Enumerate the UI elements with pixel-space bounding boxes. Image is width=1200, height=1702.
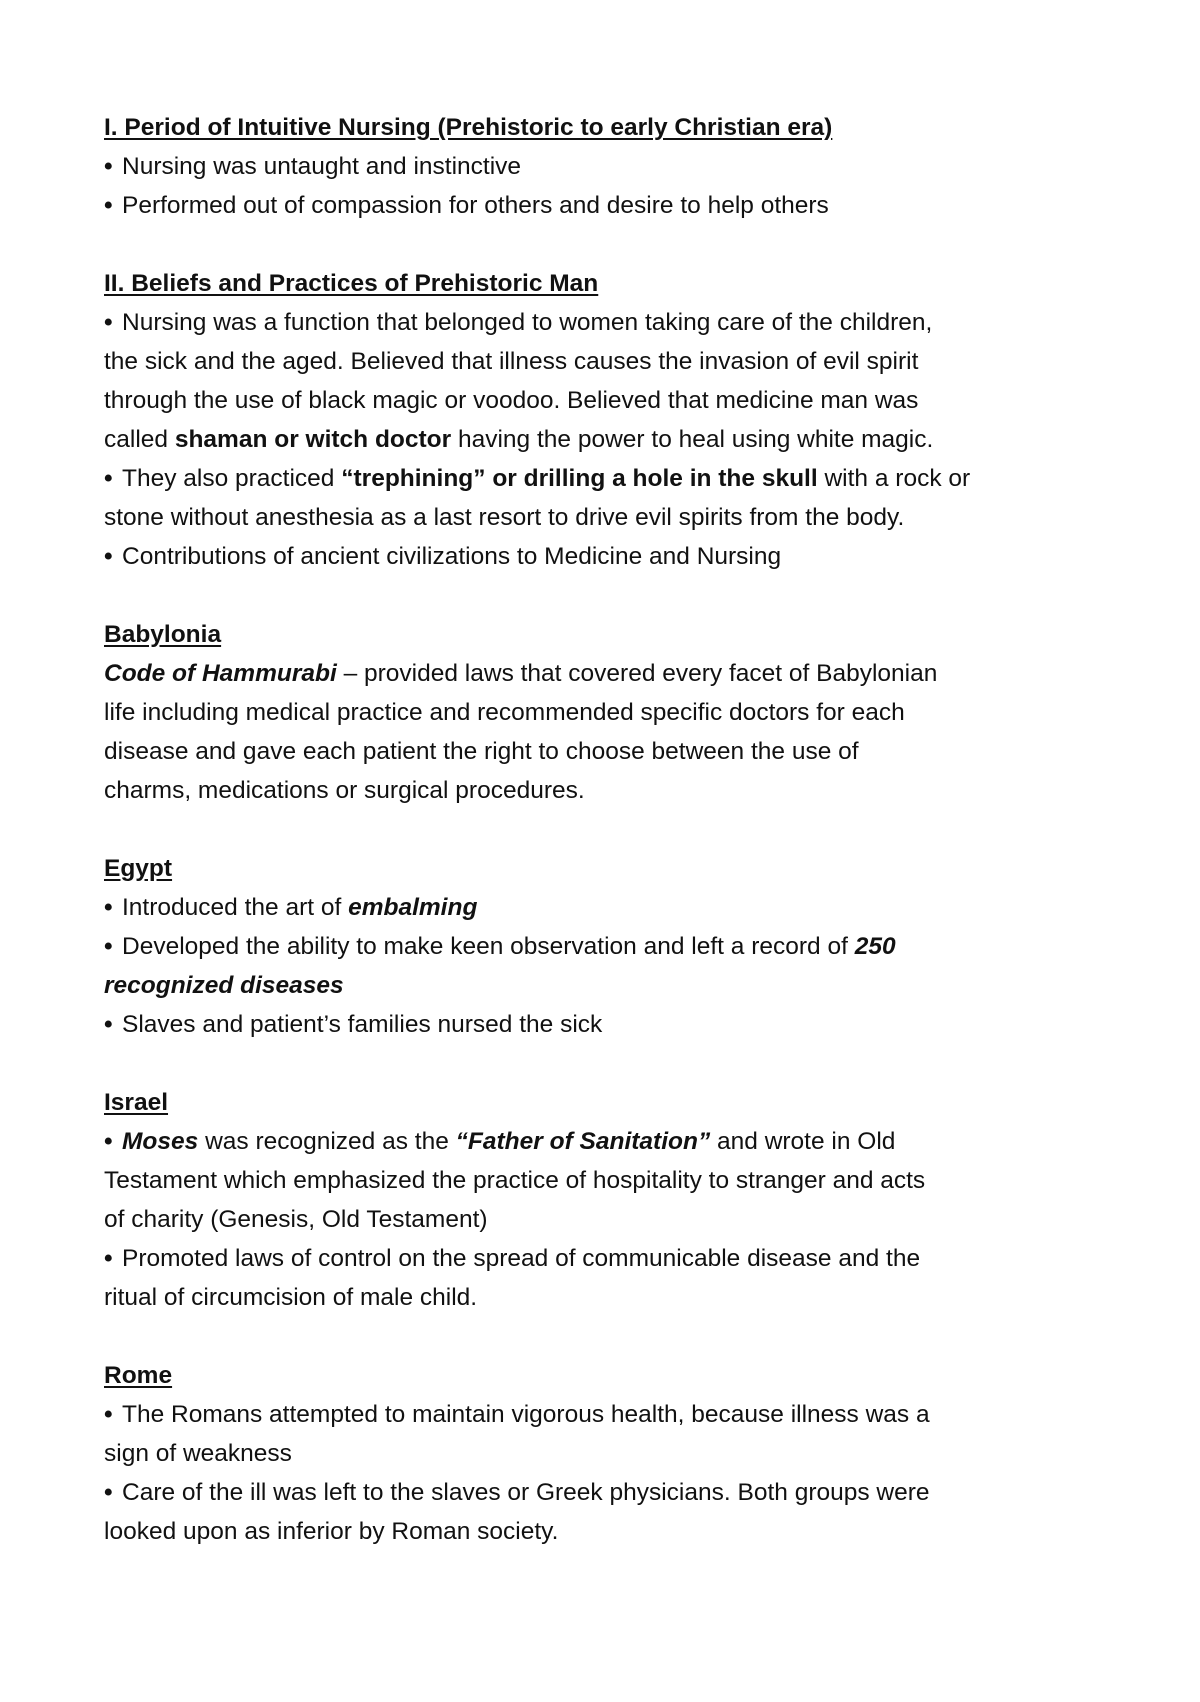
item-text: Care of the ill was left to the slaves or Greek physicians. Both groups were bbox=[122, 1479, 930, 1506]
list-item bbox=[104, 1122, 1124, 1161]
text-segment: Developed the ability to make keen observation and left a record of bbox=[122, 933, 855, 960]
item-text-continued: through the use of black magic or voodoo. Believed that medicine man was bbox=[104, 387, 919, 414]
item-text: Performed out of compassion for others and desire to help others bbox=[122, 192, 829, 219]
list-item bbox=[104, 1005, 1124, 1044]
item-text-continued: of charity (Genesis, Old Testament) bbox=[104, 1206, 488, 1233]
heading-rome: Rome bbox=[104, 1362, 173, 1389]
item-text-continued: sign of weakness bbox=[104, 1440, 292, 1467]
paragraph-line: charms, medications or surgical procedures. bbox=[104, 777, 585, 804]
text-segment: having the power to heal using white magic. bbox=[451, 426, 934, 453]
heading-prehistoric-man: II. Beliefs and Practices of Prehistoric Man bbox=[104, 270, 599, 297]
heading-egypt: Egypt bbox=[104, 855, 173, 882]
item-text-continued: stone without anesthesia as a last resort to drive evil spirits from the body. bbox=[104, 504, 905, 531]
item-text: Slaves and patient’s families nursed the sick bbox=[122, 1011, 603, 1038]
text-segment: – provided laws that covered every facet of Babylonian bbox=[336, 660, 938, 687]
text-segment: was recognized as the bbox=[198, 1128, 456, 1155]
bold-italic-term: embalming bbox=[348, 894, 478, 921]
item-text-continued: looked upon as inferior by Roman society. bbox=[104, 1518, 559, 1545]
item-text: Promoted laws of control on the spread of communicable disease and the bbox=[122, 1245, 921, 1272]
list-item bbox=[104, 186, 1124, 225]
heading-israel: Israel bbox=[104, 1089, 169, 1116]
bullet-icon: • bbox=[104, 192, 113, 219]
text-segment: and wrote in Old bbox=[710, 1128, 896, 1155]
list-item bbox=[104, 1239, 1124, 1278]
list-item bbox=[104, 147, 1124, 186]
item-text-continued bbox=[104, 420, 1124, 459]
bullet-icon: • bbox=[104, 309, 113, 336]
text-segment: They also practiced bbox=[122, 465, 342, 492]
document-page bbox=[104, 108, 1124, 1551]
bullet-icon: • bbox=[104, 153, 113, 180]
bold-italic-term: Code of Hammurabi bbox=[104, 660, 337, 687]
paragraph-line: disease and gave each patient the right to choose between the use of bbox=[104, 738, 859, 765]
item-text: Nursing was a function that belonged to women taking care of the children, bbox=[122, 309, 933, 336]
list-item bbox=[104, 927, 1124, 966]
item-text: The Romans attempted to maintain vigorous health, because illness was a bbox=[122, 1401, 930, 1428]
text-segment: with a rock or bbox=[817, 465, 971, 492]
bullet-icon: • bbox=[104, 894, 113, 921]
list-item bbox=[104, 1395, 1124, 1434]
text-segment: called bbox=[104, 426, 175, 453]
item-text: Contributions of ancient civilizations to Medicine and Nursing bbox=[122, 543, 782, 570]
list-item bbox=[104, 459, 1124, 498]
list-item bbox=[104, 537, 1124, 576]
bold-italic-term: “Father of Sanitation” bbox=[455, 1128, 711, 1155]
item-text: Nursing was untaught and instinctive bbox=[122, 153, 522, 180]
bullet-icon: • bbox=[104, 1401, 113, 1428]
paragraph-line: life including medical practice and recommended specific doctors for each bbox=[104, 699, 905, 726]
heading-babylonia: Babylonia bbox=[104, 621, 222, 648]
bullet-icon: • bbox=[104, 1479, 113, 1506]
bullet-icon: • bbox=[104, 933, 113, 960]
bullet-icon: • bbox=[104, 1128, 113, 1155]
paragraph-line bbox=[104, 654, 1124, 693]
bold-italic-term: Moses bbox=[122, 1128, 199, 1155]
bullet-icon: • bbox=[104, 1011, 113, 1038]
bold-term: “trephining” or drilling a hole in the skull bbox=[341, 465, 818, 492]
bullet-icon: • bbox=[104, 543, 113, 570]
text-segment: Introduced the art of bbox=[122, 894, 349, 921]
bold-term: shaman or witch doctor bbox=[174, 426, 452, 453]
item-text-continued: ritual of circumcision of male child. bbox=[104, 1284, 478, 1311]
bullet-icon: • bbox=[104, 1245, 113, 1272]
item-text-continued: Testament which emphasized the practice of hospitality to stranger and acts bbox=[104, 1167, 926, 1194]
bullet-icon: • bbox=[104, 465, 113, 492]
list-item bbox=[104, 1473, 1124, 1512]
item-text-continued: the sick and the aged. Believed that illness causes the invasion of evil spirit bbox=[104, 348, 919, 375]
bold-italic-term: recognized diseases bbox=[104, 972, 344, 999]
list-item bbox=[104, 303, 1124, 342]
heading-intuitive-nursing: I. Period of Intuitive Nursing (Prehistoric to early Christian era) bbox=[104, 114, 833, 141]
list-item bbox=[104, 888, 1124, 927]
bold-italic-term: 250 bbox=[854, 933, 896, 960]
